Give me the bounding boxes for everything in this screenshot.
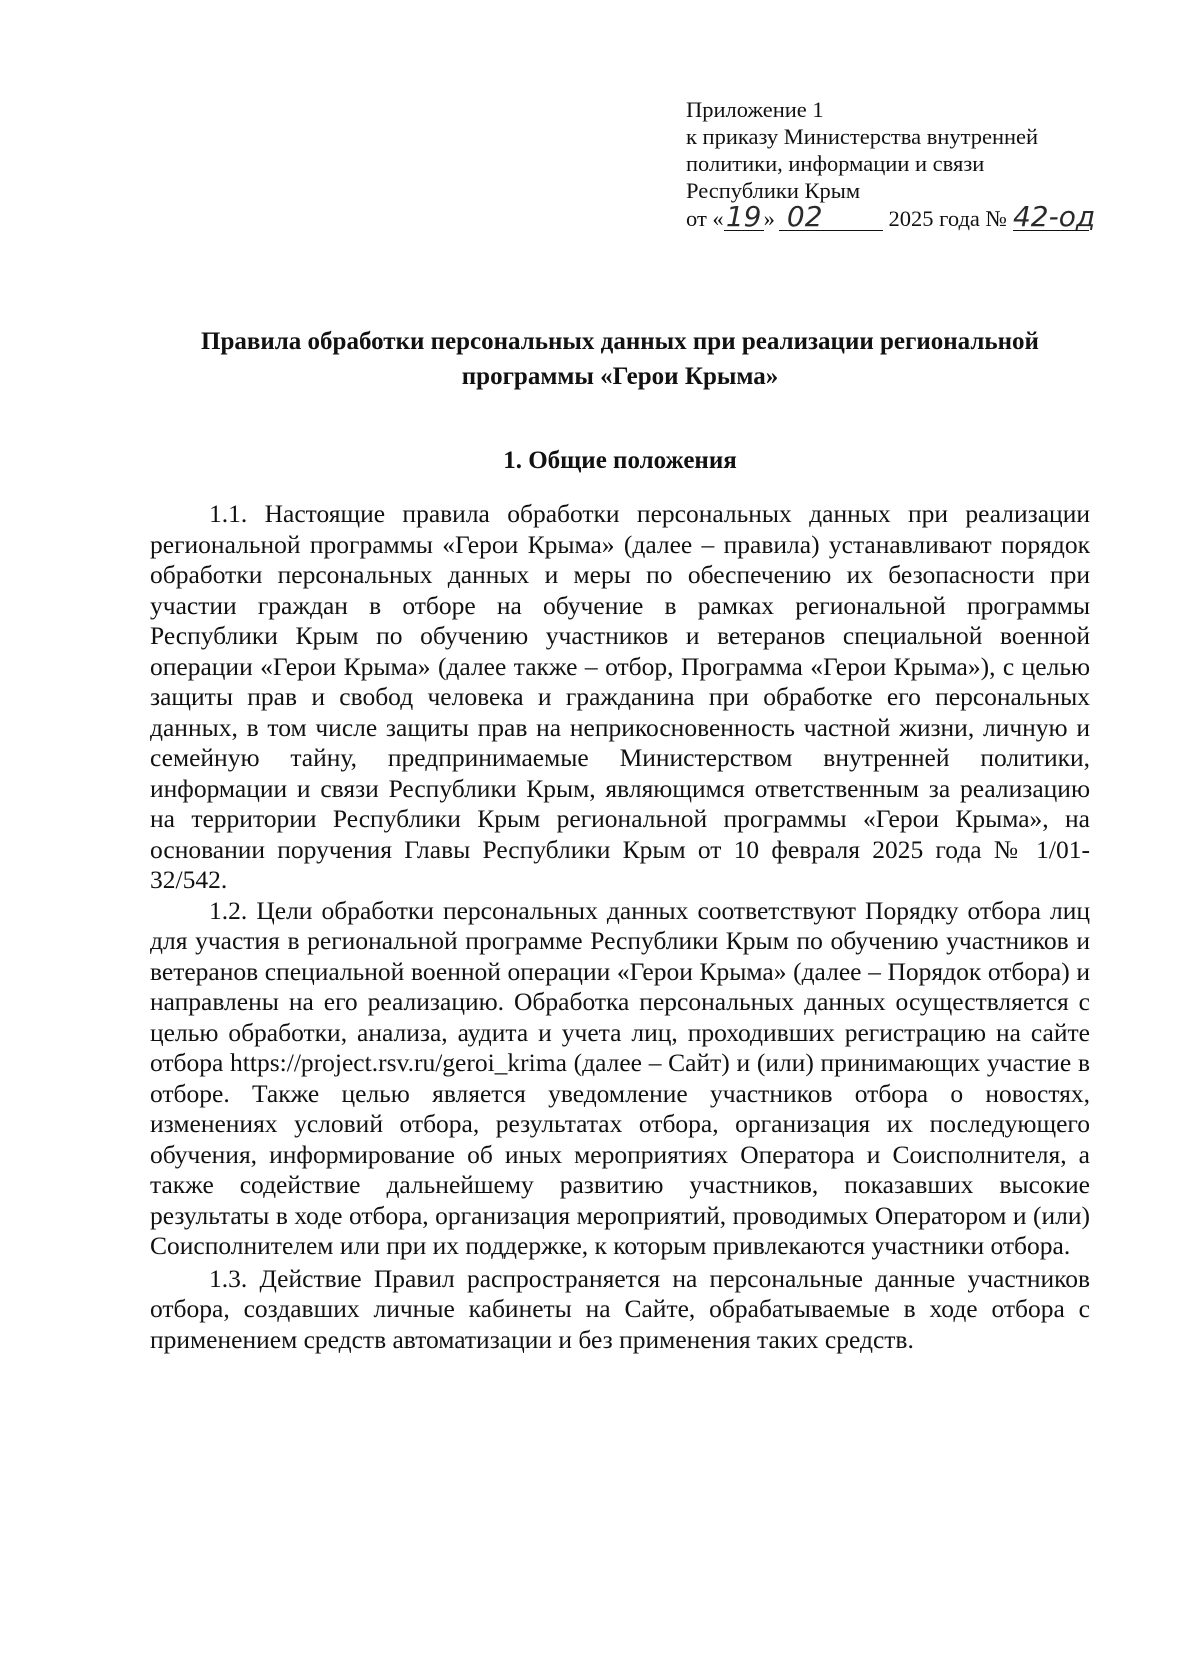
- section-body: [150, 499, 1090, 1355]
- handwritten-day: 19: [724, 204, 764, 231]
- document-title: [150, 324, 1090, 394]
- date-mid: »: [763, 206, 775, 231]
- handwritten-order-number: 42-од: [1012, 200, 1096, 233]
- handwritten-month: 02: [779, 204, 883, 231]
- appendix-label: Приложение 1: [686, 97, 824, 122]
- appendix-region: Республики Крым: [686, 178, 861, 203]
- paragraph-1-2: 1.2. Цели обработки персональных данных соответствуют Порядку отбора лиц для участия в региональной программе Республики Крым по обучению участников и ветеранов специальной военной операции «Герои Крыма» (далее – Порядок отбора) и направлены на его реализацию. Обработка персональных данных осуществляется с целью обработки, анализа, аудита и учета лиц, проходивших регистрацию на сайте отбора https://project.rsv.ru/geroi_krima (далее – Сайт) и (или) принимающих участие в отборе. Также целью является уведомление участников отбора о новостях, изменениях условий отбора, результатах отбора, организация их последующего обучения, информирование об иных мероприятиях Оператора и Соисполнителя, а также содействие дальнейшему развитию участников, показавших высокие результаты в ходе отбора, организация мероприятий, проводимых Оператором и (или) Соисполнителем или при их поддержке, к которым привлекаются участники отбора.: [150, 895, 1090, 1260]
- section-heading: 1. Общие положения: [503, 447, 737, 474]
- appendix-header: [686, 96, 1146, 232]
- paragraph-1-1: 1.1. Настоящие правила обработки персональных данных при реализации региональной программы «Герои Крыма» (далее – правила) устанавливают порядок обработки персональных данных и меры по обеспечению их безопасности при участии граждан в отборе на обучение в рамках региональной программы Республики Крым по обучению участников и ветеранов специальной военной операции «Герои Крыма» (далее также – отбор, Программа «Герои Крыма»), с целью защиты прав и свобод человека и гражданина при обработке его персональных данных, в том числе защиты прав на неприкосновенность частной жизни, личную и семейную тайну, предпринимаемые Министерством внутренней политики, информации и связи Республики Крым, являющимся ответственным за реализацию на территории Республики Крым региональной программы «Герои Крыма», на основании поручения Главы Республики Крым от 10 февраля 2025 года № 1/01-32/542.: [150, 499, 1090, 894]
- appendix-order-ref: к приказу Министерства внутренней: [686, 124, 1039, 149]
- paragraph-1-3: 1.3. Действие Правил распространяется на персональные данные участников отбора, создавших личные кабинеты на Сайте, обрабатываемые в ходе отбора с применением средств автоматизации и без применения таких средств.: [150, 1263, 1090, 1354]
- appendix-ministry: политики, информации и связи: [686, 151, 985, 176]
- title-line-2: программы «Герои Крыма»: [461, 363, 779, 390]
- appendix-date-line: [686, 200, 1146, 233]
- title-line-1: Правила обработки персональных данных при реализации региональной: [201, 328, 1039, 355]
- date-year-text: 2025 года №: [888, 206, 1007, 231]
- date-prefix: от «: [686, 206, 724, 231]
